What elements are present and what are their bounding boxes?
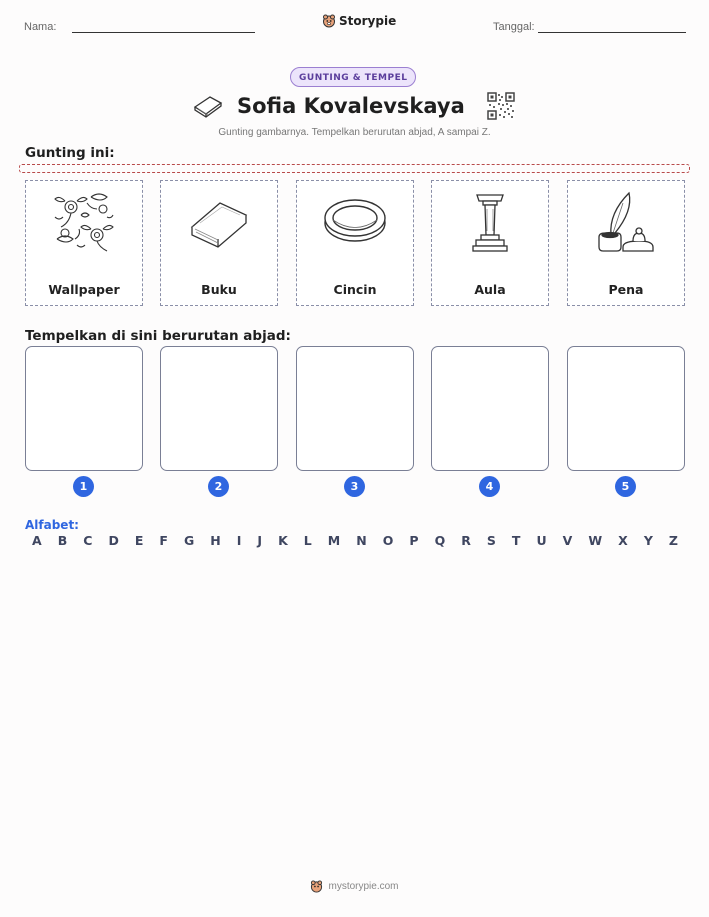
alphabet-letter: C: [83, 533, 93, 548]
alphabet-letter: Z: [668, 533, 678, 548]
slot-number-badge: 5: [615, 476, 636, 497]
alphabet-letter: O: [382, 533, 394, 548]
cut-card-label: Pena: [608, 282, 644, 297]
alphabet-letter: T: [511, 533, 521, 548]
alphabet-letter: B: [57, 533, 68, 548]
cut-card-label: Buku: [201, 282, 237, 297]
alphabet-letter: X: [618, 533, 628, 548]
cut-card-pen[interactable]: [567, 180, 685, 306]
cut-card-label: Wallpaper: [48, 282, 120, 297]
alphabet-letter: R: [461, 533, 471, 548]
cut-card-label: Cincin: [333, 282, 377, 297]
paste-slot-5[interactable]: [567, 346, 685, 471]
footer: [0, 880, 709, 893]
slot-number-badge: 2: [208, 476, 229, 497]
footer-url: mystorypie.com: [328, 881, 399, 892]
alphabet-letter: I: [236, 533, 242, 548]
slot-number-badge: 4: [479, 476, 500, 497]
alphabet-letter: Y: [643, 533, 653, 548]
alphabet-letter: Q: [434, 533, 446, 548]
cut-card-hall[interactable]: [431, 180, 549, 306]
alphabet-letter: N: [356, 533, 367, 548]
page-title: Sofia Kovalevskaya: [237, 94, 465, 118]
alphabet-letter: A: [32, 533, 42, 548]
paste-slot-4[interactable]: [431, 346, 549, 471]
alphabet-heading: Alfabet:: [25, 518, 79, 532]
alphabet-letter: S: [486, 533, 496, 548]
storypie-mascot-icon: [310, 880, 323, 893]
alphabet-letter: M: [327, 533, 341, 548]
slot-number-badge: 3: [344, 476, 365, 497]
alphabet-letter: J: [257, 533, 263, 548]
brand-logo: [322, 14, 396, 28]
paste-slot-2[interactable]: [160, 346, 278, 471]
ring-icon: [322, 189, 388, 255]
paste-slot-1[interactable]: [25, 346, 143, 471]
instructions: Gunting gambarnya. Tempelkan berurutan abjad, A sampai Z.: [218, 127, 491, 138]
activity-badge: GUNTING & TEMPEL: [290, 67, 416, 87]
alphabet-letter: H: [210, 533, 221, 548]
date-label: Tanggal:: [493, 21, 535, 33]
quill-pen-icon: [593, 189, 659, 255]
date-line[interactable]: [538, 32, 686, 33]
alphabet-letter: V: [562, 533, 573, 548]
alphabet-letter: E: [134, 533, 144, 548]
cut-card-label: Aula: [474, 282, 506, 297]
paste-slot-3[interactable]: [296, 346, 414, 471]
cut-section-heading: Gunting ini:: [25, 145, 115, 161]
alphabet-letter: G: [183, 533, 195, 548]
slot-number-badge: 1: [73, 476, 94, 497]
alphabet-letter: L: [303, 533, 312, 548]
pedestal-hall-icon: [457, 189, 523, 255]
qr-code-icon: [487, 92, 515, 120]
brand-name: Storypie: [339, 14, 397, 28]
cut-card-book[interactable]: [160, 180, 278, 306]
alphabet-letter: F: [159, 533, 168, 548]
alphabet-letter: U: [536, 533, 547, 548]
cut-line: [19, 164, 690, 173]
alphabet-letter: P: [409, 533, 419, 548]
cut-card-wallpaper[interactable]: [25, 180, 143, 306]
alphabet-letter: K: [278, 533, 288, 548]
alphabet-row: [32, 533, 678, 548]
book-tilted-icon: [192, 93, 224, 119]
cut-card-ring[interactable]: [296, 180, 414, 306]
wallpaper-pattern-icon: [51, 189, 117, 255]
storypie-mascot-icon: [322, 14, 336, 28]
alphabet-letter: D: [108, 533, 119, 548]
name-line[interactable]: [72, 32, 255, 33]
book-icon: [186, 189, 252, 255]
name-label: Nama:: [24, 21, 57, 33]
paste-section-heading: Tempelkan di sini berurutan abjad:: [25, 328, 291, 344]
alphabet-letter: W: [588, 533, 603, 548]
